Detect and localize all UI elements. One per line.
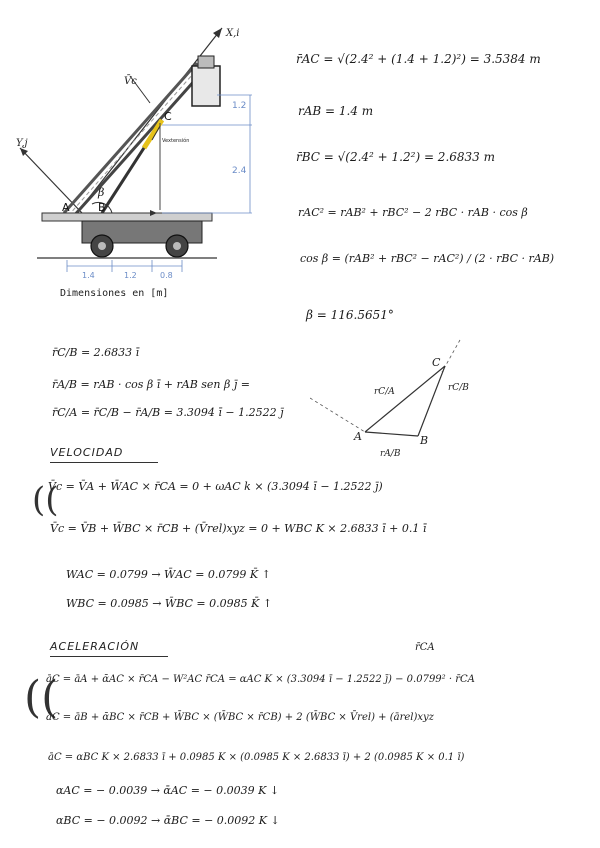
eq-cos-beta: cos β = (rAB² + rBC² − rAC²) / (2 · rBC · rAB) [300, 252, 555, 265]
aceleracion-eq-3: āC = αBC K × 2.6833 ī + 0.0985 K × (0.0985 K × 2.6833 ī) + 2 (0.0985 K × 0.1 ī) [48, 752, 465, 763]
dim-12-vertical: 1.2 [232, 101, 247, 111]
triangle-label-b: B [420, 434, 429, 447]
triangle-label-rab: rA/B [380, 449, 401, 459]
y-axis-label: Y,j [16, 138, 28, 149]
dim-08-horizontal: 0.8 [160, 271, 173, 280]
aceleracion-alpha-bc: αBC = − 0.0092 → ᾱBC = − 0.0092 K ↓ [56, 814, 280, 827]
wheel-front-hub [98, 242, 106, 250]
x-axis-label: X,i [226, 28, 240, 39]
dim-14-horizontal: 1.4 [82, 271, 95, 280]
velocidad-eq-1: V̄c = V̄A + W̄AC × r̄CA = 0 + ωAC k × (3.3094 ī − 1.2522 j̄) [48, 480, 383, 493]
wheel-rear-hub [173, 242, 181, 250]
triangle-label-rca: rC/A [374, 387, 395, 397]
velocidad-underline [50, 462, 158, 463]
eq-rac: r̄AC = √(2.4² + (1.4 + 1.2)²) = 3.5384 m [296, 52, 541, 66]
point-a-label: A [62, 201, 70, 214]
crane-figure [12, 8, 252, 308]
x-axis-arrowhead [213, 28, 222, 38]
triangle-side-ca [365, 366, 445, 432]
triangle-label-rcb: rC/B [448, 383, 469, 393]
boom-rail-upper [72, 70, 204, 218]
eq-rab: rAB = 1.4 m [298, 104, 374, 118]
triangle-label-a: A [354, 430, 362, 443]
figure-caption: Dimensiones en [m] [60, 288, 169, 299]
v-extension-label: Vextensión [162, 138, 190, 144]
aceleracion-bracket: (( [24, 672, 59, 723]
aceleracion-underline [50, 656, 168, 657]
velocidad-wbc: WBC = 0.0985 → W̄BC = 0.0985 K̄ ↑ [66, 597, 273, 610]
aceleracion-rca-note: r̄CA [415, 642, 435, 653]
point-c-label: C [164, 110, 172, 123]
eq-beta: β = 116.5651° [306, 308, 394, 322]
operator [198, 56, 214, 68]
aceleracion-heading: ACELERACIÓN [50, 640, 140, 653]
triangle-sketch [310, 336, 480, 466]
velocidad-wac: WAC = 0.0799 → W̄AC = 0.0799 K̄ ↑ [66, 568, 271, 581]
bucket [192, 66, 220, 106]
vc-label: V̄c [124, 76, 137, 87]
triangle-dash-left [310, 398, 365, 432]
velocidad-bracket: (( [32, 480, 59, 520]
eq-law-cosines: rAC² = rAB² + rBC² − 2 rBC · rAB · cos β [298, 206, 528, 219]
triangle-side-ab [365, 432, 418, 436]
eq-rab-vector: r̄A/B = rAB · cos β ī + rAB sen β j̄ = [52, 378, 250, 391]
truck-deck [42, 213, 212, 221]
aceleracion-alpha-ac: αAC = − 0.0039 → ᾱAC = − 0.0039 K ↓ [56, 784, 280, 797]
aceleracion-eq-2: āC = āB + ᾱBC × r̄CB + W̄BC × (W̄BC × r̄CB) + 2 (W̄BC × V̄rel) + (ārel)xyz [46, 712, 434, 723]
dim-24-vertical: 2.4 [232, 166, 247, 176]
velocidad-eq-2: V̄c = V̄B + W̄BC × r̄CB + (V̄rel)xyz = 0 + WBC K × 2.6833 ī + 0.1 ī [50, 522, 427, 535]
eq-rcb: r̄C/B = 2.6833 ī [52, 346, 140, 359]
beta-label: β [98, 186, 105, 199]
triangle-label-c: C [432, 356, 441, 369]
point-b-label: B [98, 201, 106, 214]
dim-12-horizontal: 1.2 [124, 271, 137, 280]
eq-rbc: r̄BC = √(2.4² + 1.2²) = 2.6833 m [296, 150, 495, 164]
aceleracion-eq-1: āC = āA + ᾱAC × r̄CA − W²AC r̄CA = αAC K × (3.3094 ī − 1.2522 j̄) − 0.0799² · r̄CA [46, 674, 475, 685]
eq-rca: r̄C/A = r̄C/B − r̄A/B = 3.3094 ī − 1.2522 j̄ [52, 406, 284, 419]
velocidad-heading: VELOCIDAD [50, 446, 124, 459]
